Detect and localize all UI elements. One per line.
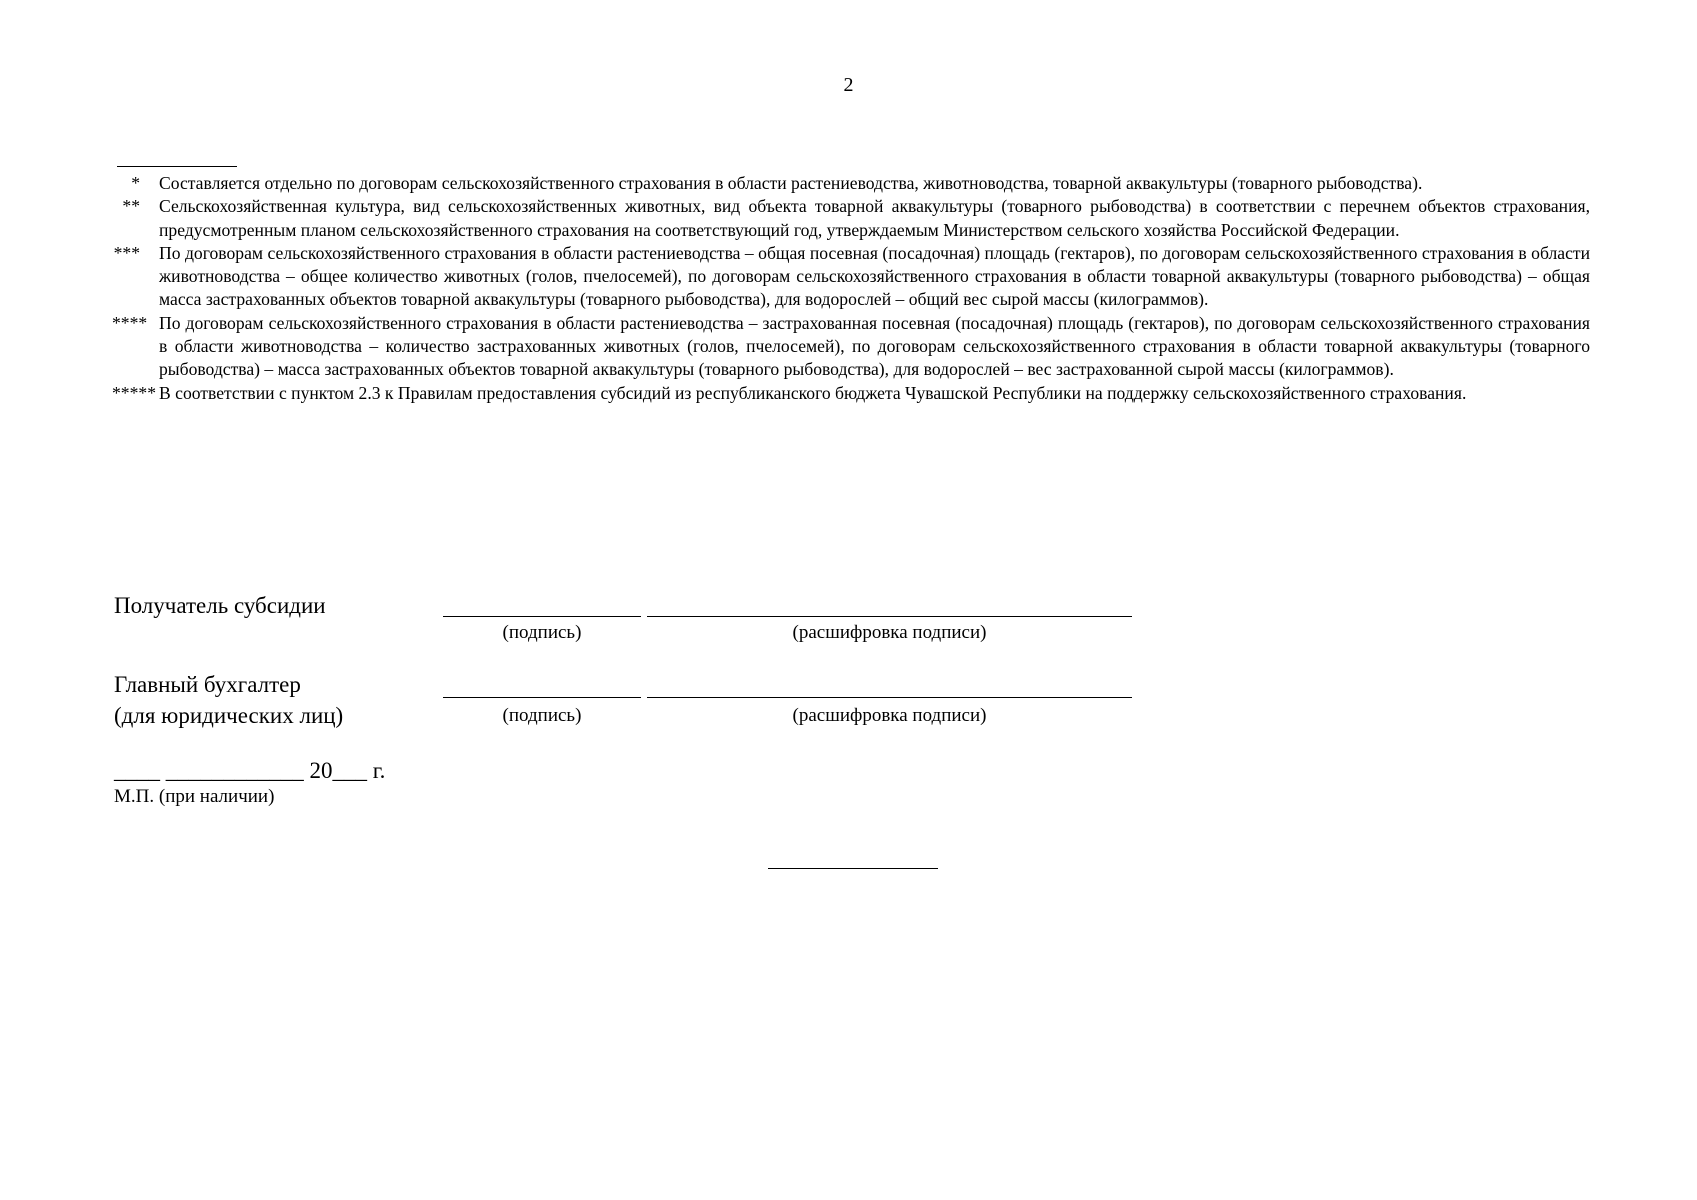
footnote-item	[112, 312, 1590, 382]
page-number: 2	[843, 74, 854, 96]
footnote-text: В соответствии с пунктом 2.3 к Правилам предоставления субсидий из республиканского бюджета Чувашской Республики на поддержку сельскохозяйственного страхования.	[159, 382, 1467, 403]
footnote-text: По договорам сельскохозяйственного страхования в области растениеводства – общая посевная (посадочная) площадь (гектаров), по договорам сельскохозяйственного страхования в области животноводства – общее количество животных (голов, пчелосемей), по договорам сельскохозяйственного страхования в области товарной аквакультуры (товарного рыбоводства) – общая масса застрахованных объектов товарной аквакультуры (товарного рыбоводства), для водорослей – общий вес сырой массы (килограммов).	[159, 242, 1590, 310]
accountant-label: Главный бухгалтер	[114, 672, 301, 697]
footnote-item	[112, 242, 1590, 312]
accountant-signature-line	[443, 697, 641, 698]
accountant-label-note: (для юридических лиц)	[114, 703, 344, 728]
footnote-item	[112, 172, 1590, 195]
footnote-text: Составляется отдельно по договорам сельскохозяйственного страхования в области растениеводства, животноводства, товарной аквакультуры (товарного рыбоводства).	[159, 173, 1423, 193]
footnote-separator	[117, 166, 237, 167]
footnote-mark: *****	[112, 382, 156, 403]
footnote-mark: **	[122, 196, 140, 217]
footnote-mark: ***	[113, 242, 140, 263]
recipient-label: Получатель субсидии	[114, 593, 326, 618]
recipient-signature-line	[443, 616, 641, 617]
footnote-item	[112, 382, 1590, 405]
footnote-mark: *	[131, 173, 140, 193]
end-separator	[768, 868, 938, 869]
recipient-signature-caption: (подпись)	[502, 622, 582, 643]
footnote-text: По договорам сельскохозяйственного страхования в области растениеводства – застрахованная посевная (посадочная) площадь (гектаров), по договорам сельскохозяйственного страхования в области животноводства – количество застрахованных животных (голов, пчелосемей), по договорам сельскохозяйственного страхования в области товарной аквакультуры (товарного рыбоводства) – масса застрахованных объектов товарной аквакультуры (товарного рыбоводства), для водорослей – вес застрахованной сырой массы (килограммов).	[159, 312, 1590, 380]
footnote-item	[112, 195, 1590, 242]
recipient-decoding-line	[647, 616, 1132, 617]
stamp-note: М.П. (при наличии)	[114, 786, 275, 807]
date-line: ____ ____________ 20___ г.	[114, 758, 386, 783]
accountant-decoding-caption: (расшифровка подписи)	[792, 705, 987, 726]
footnote-mark: ****	[112, 312, 148, 333]
accountant-decoding-line	[647, 697, 1132, 698]
footnote-text: Сельскохозяйственная культура, вид сельскохозяйственных животных, вид объекта товарной аквакультуры (товарного рыбоводства) в соответствии с перечнем объектов страхования, предусмотренным планом сельскохозяйственного страхования на соответствующий год, утверждаемым Министерством сельского хозяйства Российской Федерации.	[159, 196, 1590, 240]
recipient-decoding-caption: (расшифровка подписи)	[792, 622, 987, 643]
footnotes-list	[112, 172, 1590, 405]
accountant-signature-caption: (подпись)	[502, 705, 582, 726]
